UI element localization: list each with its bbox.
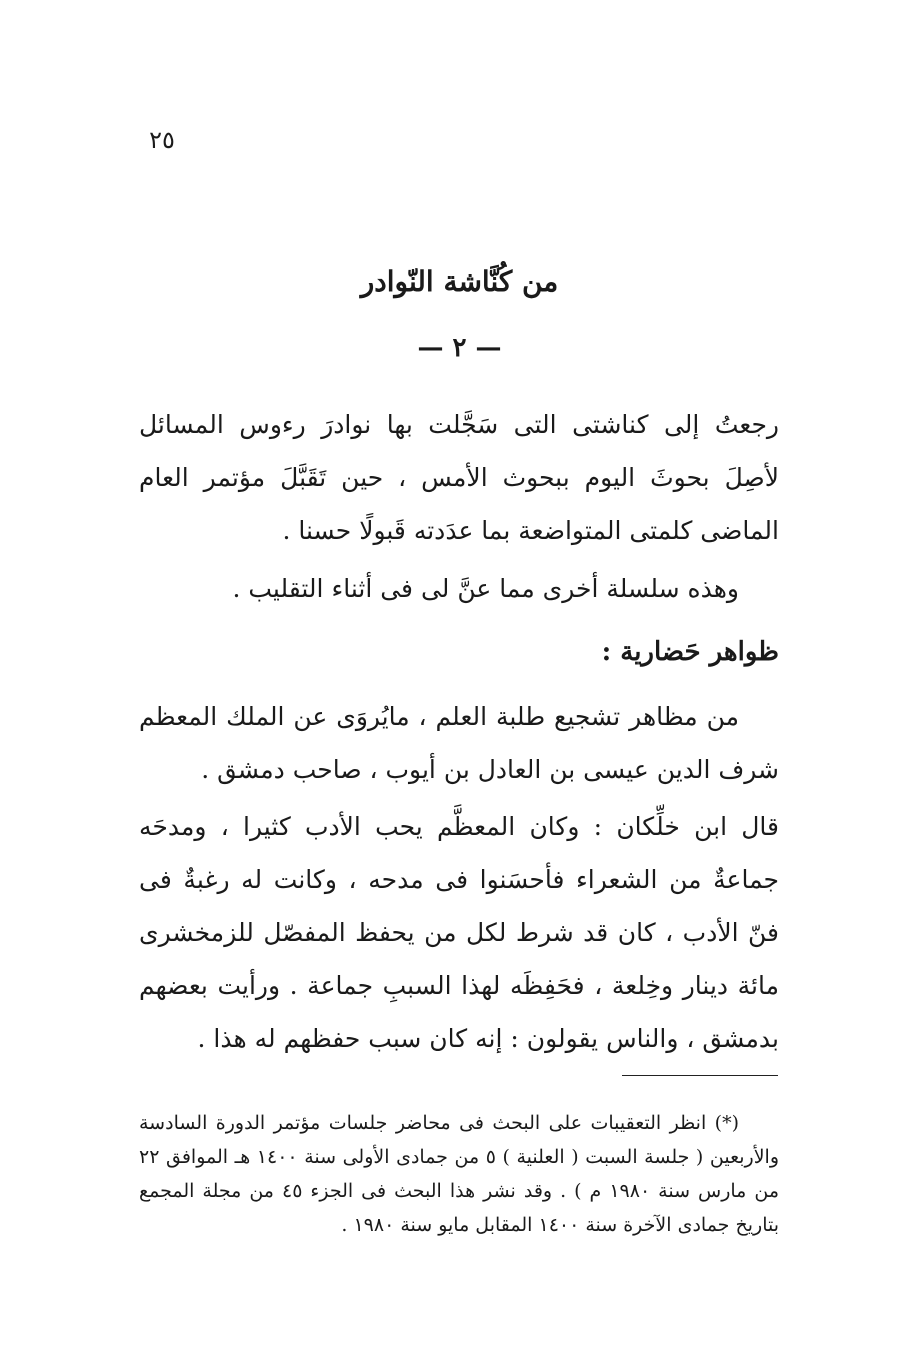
- phenomena-paragraph: من مظاهر تشجيع طلبة العلم ، مايُروَى عن الملك المعظم شرف الدين عيسى بن العادل بن أيوب ، صاحب دمشق .: [139, 702, 779, 784]
- intro-paragraph: رجعتُ إلى كناشتى التى سَجَّلت بها نوادرَ رءوس المسائل لأصِلَ بحوثَ اليوم ببحوث الأمس ، حين تَقَبَّلَ مؤتمر العام الماضى كلمتى المتواضعة بما عدَدته قَبولًا حسنا .: [139, 410, 779, 545]
- footnote: (*) انظر التعقيبات على البحث فى محاضر جلسات مؤتمر الدورة السادسة والأربعين ( جلسة السبت ( العلنية ) ٥ من جمادى الأولى سنة ١٤٠٠ هـ الموافق ٢٢ من مارس سنة ١٩٨٠ م ) . وقد نشر هذا البحث فى الجزء ٤٥ من مجلة المجمع بتاريخ جمادى الآخرة سنة ١٤٠٠ المقابل مايو سنة ١٩٨٠ .: [139, 1112, 780, 1236]
- series-paragraph: وهذه سلسلة أخرى مما عنَّ لى فى أثناء التقليب .: [232, 574, 739, 603]
- part-number: — ٢ —: [417, 333, 502, 363]
- section-heading: ظواهر حَضارية :: [601, 637, 779, 667]
- page-number: ٢٥: [149, 126, 175, 154]
- quote-paragraph: قال ابن خلِّكان : وكان المعظَّم يحب الأدب كثيرا ، ومدحَه جماعةٌ من الشعراء فأحسَنوا فى مدحه ، وكانت له رغبةٌ فى فنّ الأدب ، كان قد شرط لكل من يحفظ المفصّل للزمخشرى مائة دينار وخِلعة ، فحَفِظَه لهذا السببِ جماعة . ورأيت بعضهم بدمشق ، والناس يقولون : إنه كان سبب حفظهم له هذا .: [139, 812, 779, 1053]
- footnote-divider: [622, 1075, 778, 1076]
- article-title: من كُنَّاشة النّوادر: [360, 265, 559, 298]
